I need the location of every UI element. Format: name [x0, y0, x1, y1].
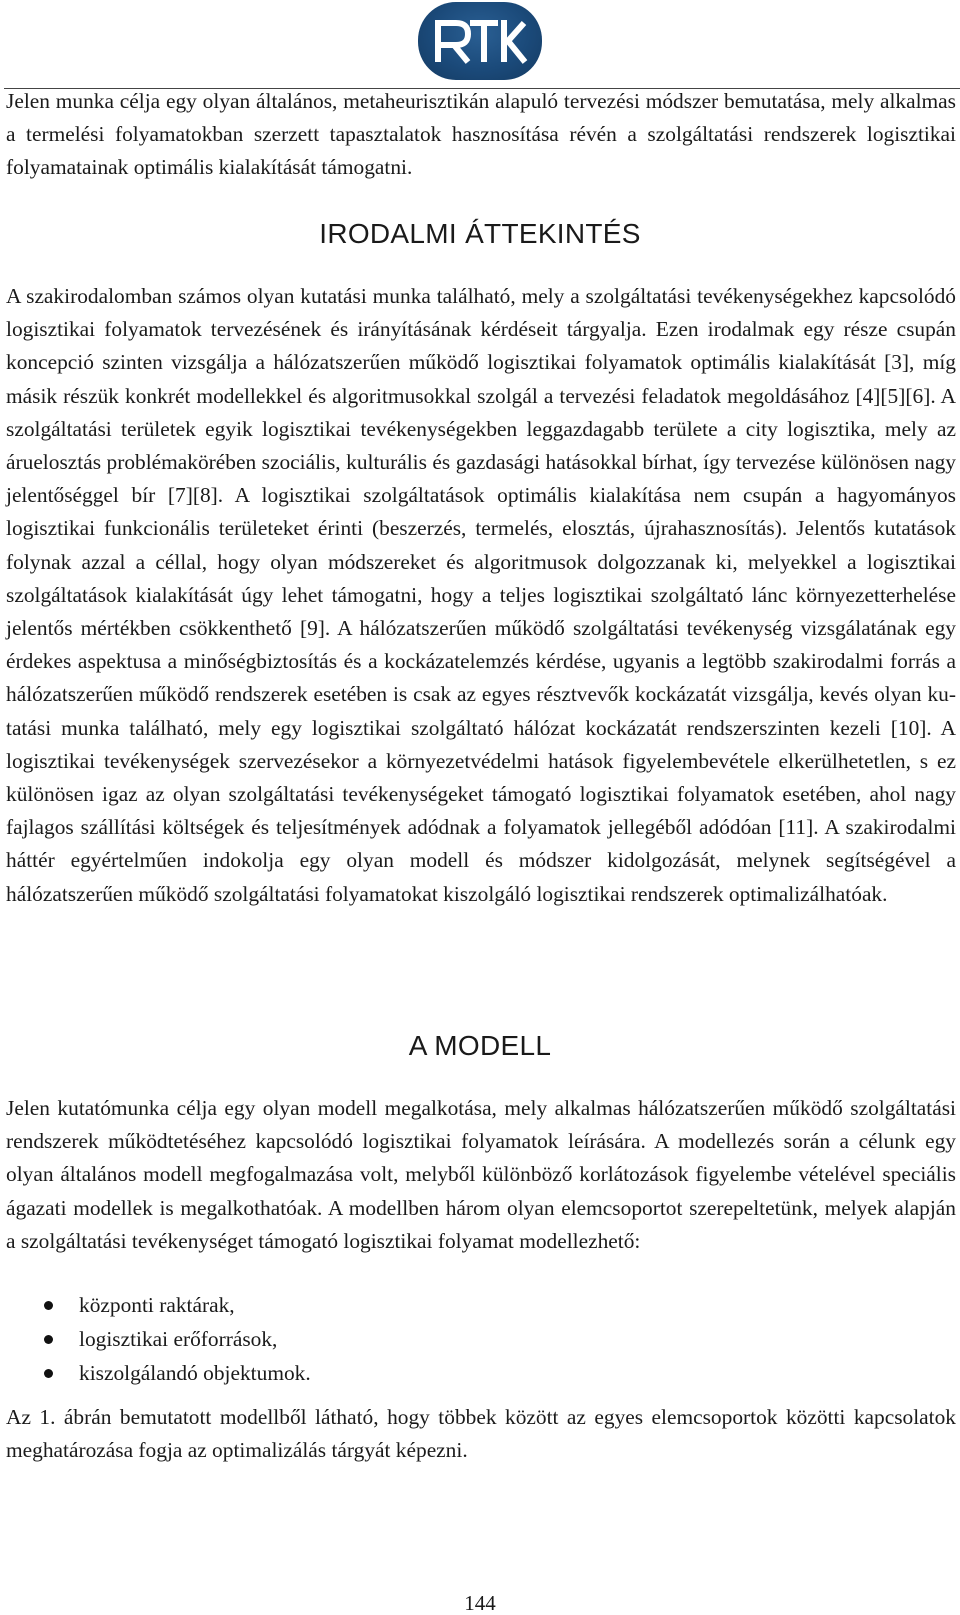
- list-item: [6, 1288, 956, 1322]
- bullet-icon: [44, 1301, 53, 1310]
- intro-paragraph: Jelen munka célja egy olyan általános, metaheurisztikán alapuló tervezési módszer bemutatása, mely alkalmas a termelési folyamatokban szerzett tapasztalatok hasznosítása révén a szolgáltatási rendszerek logisztikai folyamatainak optimális kialakítását támogatni.: [6, 89, 956, 180]
- bullet-icon: [44, 1369, 53, 1378]
- rtk-logo-lettering: [432, 14, 528, 68]
- rtk-logo: [418, 2, 542, 80]
- bullet-icon: [44, 1335, 53, 1344]
- list-item-text: kiszolgálandó objektumok.: [79, 1361, 311, 1385]
- list-item: [6, 1322, 956, 1356]
- list-item-text: központi raktárak,: [79, 1293, 235, 1317]
- section-heading-literature: IRODALMI ÁTTEKINTÉS: [319, 218, 641, 249]
- list-item: [6, 1356, 956, 1390]
- page-number: 144: [464, 1591, 496, 1615]
- element-group-list: [6, 1288, 956, 1390]
- section-heading-model: A MODELL: [408, 1030, 552, 1061]
- model-paragraph: Jelen kutatómunka célja egy olyan modell megalkotása, mely alkalmas hálózatszerűen működő szolgáltatási rendszerek működtetéséhez kapcsolódó logisztikai folyamatok leírására. A modellezés során a célunk egy olyan általános modell megfogalmazása volt, melyből különböző korlátozások figyelembe vételével speciális ágazati modellek is megalkothatóak. A modellben három olyan elemcsoportot szerepeltetünk, melyek alapján a szolgáltatási tevékenységet támogató logisztikai folyamat modellezhető:: [6, 1096, 956, 1253]
- list-item-text: logisztikai erőforrások,: [79, 1327, 278, 1351]
- literature-paragraph: A szakirodalomban számos olyan kutatási munka található, mely a szolgáltatási tevékenységekhez kapcsolódó logisztikai folyamatok tervezésének és irányításának kérdéseit tárgyalja. Ezen irodalmak egy része csupán koncepció szinten vizsgálja a hálózatszerűen működő logisztikai folyamatok optimális kialakítását [3], míg másik részük konkrét modellekkel és algoritmusokkal szolgál a tervezési feladatok megoldásához [4][5][6]. A szolgáltatási területek egyik logisztikai tevékenységekben leggazdagabb területe a city logisztika, mely az áruelosztás problémakörében szociális, kulturális és gazdasági hatásokkal bírhat, így tervezése különösen nagy jelentőséggel bír [7][8]. A logisztikai szolgáltatások optimális kialakítása nem csupán a hagyományos logisztikai funkcionális területeket érinti (beszerzés, termelés, elosztás, újrahasznosítás). Jelentős kutatások folynak azzal a céllal, hogy olyan módszereket és algoritmusok dolgozzanak ki, melyekkel a logisztikai szolgáltatások kialakítását úgy lehet támogatni, hogy a teljes logisztikai szolgáltató lánc környezetterhelése jelentős mértékben csökkenthető [9]. A hálózatszerűen működő szolgáltatási tevékenység vizsgálatának egy érdekes aspektusa a minőségbiztosítás és a kockázatelemzés kérdése, ugyanis a legtöbb szakirodalmi forrás a hálózatszerűen működő rendszerek esetében is csak az egyes résztvevők kockázatát vizsgálja, kevés olyan kutatási munka található, mely egy logisztikai szolgáltató hálózat kockázatát rendszerszinten kezeli [10]. A logisztikai tevékenységek szervezésekor a környezetvédelmi hatások figyelembevétele elkerülhetetlen, s ez különösen igaz az olyan szolgáltatási tevékenységeket támogató logisztikai folyamatok esetében, ahol nagy fajlagos szállítási költségek és teljesítmények adódnak a folyamatok jellegéből adódóan [11]. A szakirodalmi háttér egyértelműen indokolja egy olyan modell és módszer kidolgozását, melynek segítségével a hálózatszerűen működő szolgáltatási folyamatokat kiszolgáló logisztikai rendszerek optimalizálhatóak.: [6, 284, 956, 906]
- closing-paragraph: Az 1. ábrán bemutatott modellből látható, hogy többek között az egyes elemcsoportok közötti kapcsolatok meghatározása fogja az optimalizálás tárgyát képezni.: [6, 1405, 956, 1463]
